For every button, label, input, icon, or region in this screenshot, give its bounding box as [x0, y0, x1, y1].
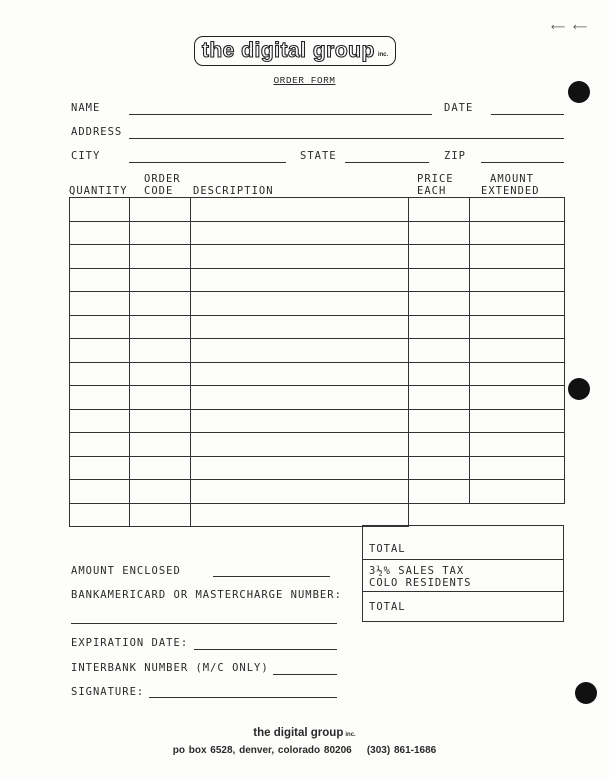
table-cell[interactable]: [409, 292, 470, 316]
footer-address: po box 6528, denver, colorado 80206: [172, 745, 352, 756]
header-each: EACH: [417, 185, 447, 197]
logo-suffix: inc.: [377, 52, 389, 58]
form-title: ORDER FORM: [273, 75, 336, 86]
table-cell[interactable]: [130, 456, 191, 480]
table-cell[interactable]: [70, 339, 130, 363]
table-cell[interactable]: [191, 386, 409, 410]
table-row: [70, 386, 565, 410]
signature-label: SIGNATURE:: [71, 686, 145, 698]
table-cell[interactable]: [130, 315, 191, 339]
amount-enclosed-field[interactable]: [213, 576, 330, 577]
table-cell[interactable]: [191, 339, 409, 363]
table-cell[interactable]: [470, 292, 565, 316]
date-label: DATE: [444, 102, 474, 114]
card-number-label: BANKAMERICARD OR MASTERCHARGE NUMBER:: [71, 589, 342, 601]
table-cell[interactable]: [409, 386, 470, 410]
totals-box: [362, 525, 564, 622]
table-cell[interactable]: [409, 268, 470, 292]
table-row: [70, 315, 565, 339]
table-cell[interactable]: [191, 409, 409, 433]
table-cell[interactable]: [191, 292, 409, 316]
table-cell[interactable]: [470, 362, 565, 386]
table-cell[interactable]: [409, 339, 470, 363]
table-cell[interactable]: [409, 315, 470, 339]
table-cell[interactable]: [70, 362, 130, 386]
zip-field[interactable]: [481, 162, 564, 163]
table-cell[interactable]: [470, 245, 565, 269]
table-cell[interactable]: [130, 268, 191, 292]
table-row: [70, 480, 565, 504]
table-cell[interactable]: [470, 386, 565, 410]
table-cell[interactable]: [191, 362, 409, 386]
table-cell[interactable]: [470, 409, 565, 433]
header-order-code: CODE: [144, 185, 174, 197]
card-number-field[interactable]: [71, 623, 337, 624]
table-cell[interactable]: [70, 386, 130, 410]
table-cell[interactable]: [191, 315, 409, 339]
header-description: DESCRIPTION: [193, 185, 274, 197]
logo-text: the digital group: [201, 39, 375, 62]
table-cell[interactable]: [470, 433, 565, 457]
table-cell[interactable]: [191, 433, 409, 457]
table-cell[interactable]: [130, 386, 191, 410]
address-field[interactable]: [129, 138, 564, 139]
table-cell[interactable]: [130, 198, 191, 222]
footer-company-suffix: inc.: [345, 732, 356, 738]
name-field[interactable]: [129, 114, 432, 115]
header-price: PRICE: [417, 173, 454, 185]
table-cell[interactable]: [70, 433, 130, 457]
table-cell[interactable]: [470, 480, 565, 504]
punch-hole: [568, 378, 590, 400]
table-cell[interactable]: [70, 315, 130, 339]
table-cell[interactable]: [470, 268, 565, 292]
footer-company-name: the digital group: [253, 727, 344, 739]
header-extended: EXTENDED: [481, 185, 540, 197]
table-row: [70, 503, 565, 527]
grand-total-label: TOTAL: [369, 601, 406, 613]
header-amount: AMOUNT: [490, 173, 534, 185]
table-cell[interactable]: [409, 362, 470, 386]
city-field[interactable]: [129, 162, 286, 163]
table-cell[interactable]: [409, 221, 470, 245]
table-cell[interactable]: [70, 480, 130, 504]
table-cell[interactable]: [409, 409, 470, 433]
expiration-field[interactable]: [194, 649, 337, 650]
table-cell[interactable]: [409, 480, 470, 504]
expiration-label: EXPIRATION DATE:: [71, 637, 189, 649]
footer-phone: (303) 861-1686: [366, 745, 437, 756]
table-cell[interactable]: [130, 292, 191, 316]
address-label: ADDRESS: [71, 126, 123, 138]
table-cell[interactable]: [130, 409, 191, 433]
interbank-label: INTERBANK NUMBER (M/C ONLY): [71, 662, 269, 674]
table-cell[interactable]: [130, 503, 191, 527]
table-cell[interactable]: [130, 433, 191, 457]
table-cell[interactable]: [470, 456, 565, 480]
table-cell[interactable]: [70, 503, 130, 527]
company-logo: [194, 36, 396, 66]
table-cell[interactable]: [409, 245, 470, 269]
grand-total-row[interactable]: [362, 592, 564, 622]
table-row: [70, 221, 565, 245]
zip-label: ZIP: [444, 150, 466, 162]
table-cell[interactable]: [191, 221, 409, 245]
table-row: [70, 245, 565, 269]
table-cell[interactable]: [70, 198, 130, 222]
footer-company: [0, 727, 609, 739]
table-cell[interactable]: [130, 221, 191, 245]
table-cell[interactable]: [130, 339, 191, 363]
interbank-field[interactable]: [273, 674, 337, 675]
table-row: [70, 268, 565, 292]
corner-mark: ⟵: [573, 22, 588, 33]
table-cell[interactable]: [191, 456, 409, 480]
table-cell[interactable]: [191, 198, 409, 222]
corner-mark: ⟵: [551, 22, 566, 33]
table-cell[interactable]: [70, 292, 130, 316]
table-cell[interactable]: [70, 221, 130, 245]
table-row: [70, 292, 565, 316]
table-cell[interactable]: [470, 315, 565, 339]
table-cell[interactable]: [409, 456, 470, 480]
table-cell[interactable]: [191, 480, 409, 504]
state-field[interactable]: [345, 162, 429, 163]
table-cell[interactable]: [70, 268, 130, 292]
table-row: [70, 339, 565, 363]
table-cell[interactable]: [130, 480, 191, 504]
table-cell[interactable]: [130, 245, 191, 269]
table-row: [70, 456, 565, 480]
footer-contact: [0, 745, 609, 756]
sales-tax-row[interactable]: [362, 560, 564, 592]
table-cell[interactable]: [409, 198, 470, 222]
table-cell[interactable]: [130, 362, 191, 386]
table-cell[interactable]: [70, 409, 130, 433]
table-row: [70, 362, 565, 386]
table-cell[interactable]: [470, 339, 565, 363]
table-cell[interactable]: [409, 503, 470, 527]
table-cell[interactable]: [470, 503, 565, 527]
table-cell[interactable]: [191, 245, 409, 269]
table-cell[interactable]: [70, 456, 130, 480]
city-label: CITY: [71, 150, 101, 162]
table-row: [70, 433, 565, 457]
total-row[interactable]: [362, 525, 564, 560]
header-quantity: QUANTITY: [69, 185, 128, 197]
table-cell[interactable]: [409, 433, 470, 457]
sales-tax-label-2: COLO RESIDENTS: [369, 577, 472, 589]
table-cell[interactable]: [70, 245, 130, 269]
name-label: NAME: [71, 102, 101, 114]
signature-field[interactable]: [149, 697, 337, 698]
date-field[interactable]: [491, 114, 564, 115]
order-items-table: [69, 197, 565, 527]
sales-tax-label-1: 3½% SALES TAX: [369, 565, 465, 577]
table-cell[interactable]: [191, 503, 409, 527]
total-label: TOTAL: [369, 543, 406, 555]
table-cell[interactable]: [470, 198, 565, 222]
amount-enclosed-label: AMOUNT ENCLOSED: [71, 565, 181, 577]
header-order-line1: ORDER: [144, 173, 181, 185]
table-cell[interactable]: [470, 221, 565, 245]
table-cell[interactable]: [191, 268, 409, 292]
state-label: STATE: [300, 150, 337, 162]
table-row: [70, 409, 565, 433]
punch-hole: [575, 682, 597, 704]
table-row: [70, 198, 565, 222]
